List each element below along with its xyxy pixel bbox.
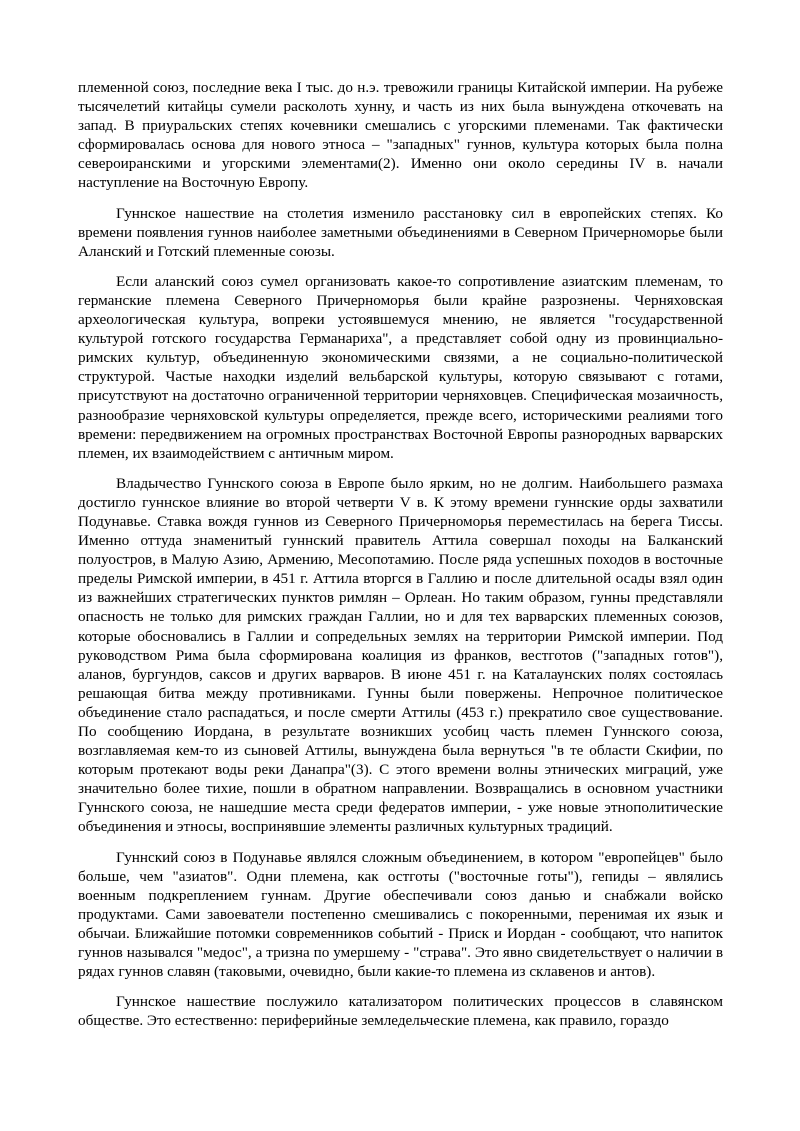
- paragraph-3: Если аланский союз сумел организовать какое-то сопротивление азиатским племенам, то германские племена Северного Причерноморья были крайне разрознены. Черняховская археологическая культура, вопреки устоявшемуся мнению, не является "государственной культурой готского государства Германариха", а представляет собой одну из провинциально-римских культур, объединенную экономическими связями, а не социально-политической структурой. Частые находки изделий вельбарской культуры, которую связывают с готами, присутствуют на достаточно ограниченной территории черняховцев. Специфическая мозаичность, разнообразие черняховской культуры определяется, прежде всего, историческими реалиями того времени: передвижением на огромных пространствах Восточной Европы разнородных варварских племен, их взаимодействием с античным миром.: [78, 272, 723, 462]
- paragraph-1: племенной союз, последние века I тыс. до н.э. тревожили границы Китайской империи. На рубеже тысячелетий китайцы сумели расколоть хунну, и часть из них была вынуждена откочевать на запад. В приуральских степях кочевники смешались с угорскими племенами. Так фактически сформировалась основа для нового этноса – "западных" гуннов, культура которых была полна североиранскими и угорскими элементами(2). Именно они около середины IV в. начали наступление на Восточную Европу.: [78, 79, 723, 192]
- document-page: [78, 78, 723, 1041]
- paragraph-4: Владычество Гуннского союза в Европе было ярким, но не долгим. Наибольшего размаха достигло гуннское влияние во второй четверти V в. К этому времени гуннские орды захватили Подунавье. Ставка вождя гуннов из Северного Причерноморья переместилась на берега Тиссы. Именно оттуда знаменитый гуннский правитель Аттила совершал походы на Балканский полуостров, в Малую Азию, Армению, Месопотамию. После ряда успешных походов в восточные пределы Римской империи, в 451 г. Аттила вторгся в Галлию и после длительной осады взял один из важнейших стратегических пунктов римлян – Орлеан. Но таким образом, гунны представляли опасность не только для римских граждан Галлии, но и для тех варварских племенных союзов, которые обосновались в Галлии и сопредельных землях на территории Римской империи. Под руководством Рима была сформирована коалиция из франков, вестготов ("западных готов"), аланов, бургундов, саксов и других варваров. В июне 451 г. на Каталаунских полях состоялась решающая битва между противниками. Гунны были повержены. Непрочное политическое объединение стало распадаться, и после смерти Аттилы (453 г.) прекратило свое существование. По сообщению Иордана, в результате возникших усобиц часть племен Гуннского союза, возглавляемая кем-то из сыновей Аттилы, вынуждена была вернуться "в те области Скифии, по которым протекают воды реки Данапра"(3). С этого времени волны этнических миграций, уже значительно более тихие, пошли в обратном направлении. Возвращались в основном участники Гуннского союза, не нашедшие места среди федератов империи, - уже новые этнополитические объединения и этносы, воспринявшие элементы различных культурных традиций.: [78, 474, 723, 836]
- paragraph-6: Гуннское нашествие послужило катализатором политических процессов в славянском обществе. Это естественно: периферийные земледельческие племена, как правило, гораздо: [78, 993, 723, 1030]
- paragraph-5: Гуннский союз в Подунавье являлся сложным объединением, в котором "европейцев" было больше, чем "азиатов". Одни племена, как остготы ("восточные готы"), гепиды – являлись военным подкреплением гуннам. Другие обеспечивали союз данью и снабжали войско продуктами. Сами завоеватели постепенно смешивались с покоренными, перенимая их язык и обычаи. Ближайшие потомки современников событий - Приск и Иордан - сообщают, что напиток гуннов назывался "медос", а тризна по умершему - "страва". Это явно свидетельствует о наличии в рядах гуннов славян (таковыми, очевидно, были какие-то племена из склавенов и антов).: [78, 848, 723, 981]
- paragraph-2: Гуннское нашествие на столетия изменило расстановку сил в европейских степях. Ко времени появления гуннов наиболее заметными объединениями в Северном Причерноморье были Аланский и Готский племенные союзы.: [78, 204, 723, 260]
